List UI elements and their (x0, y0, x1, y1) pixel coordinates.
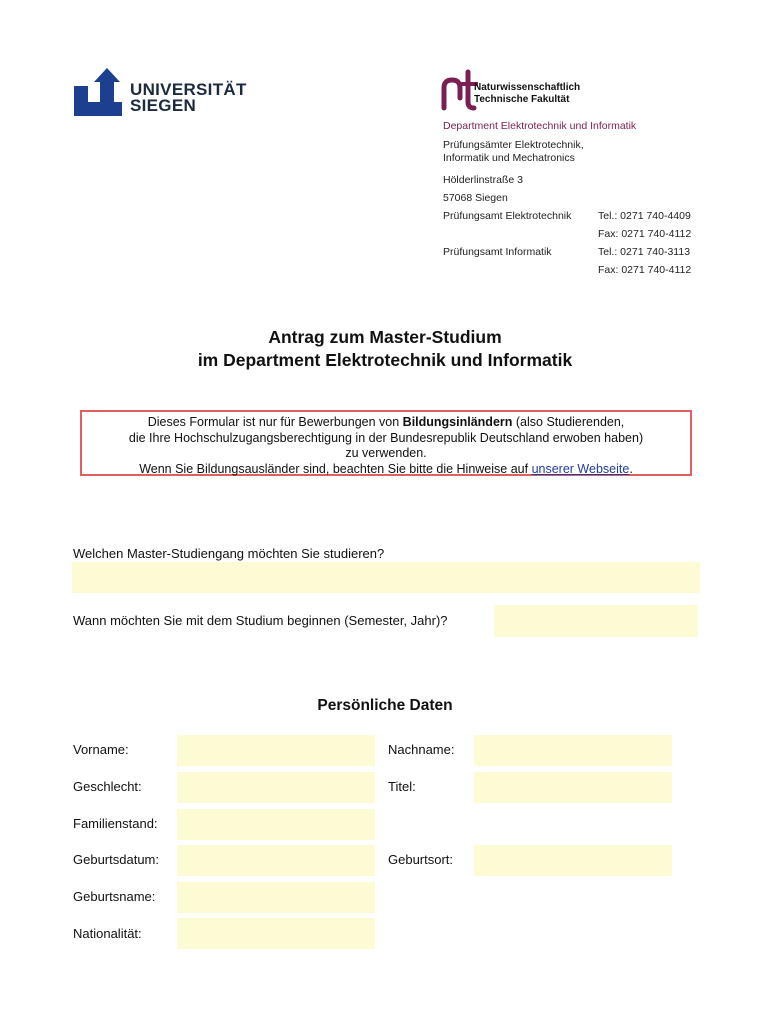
contact-name: Prüfungsamt Informatik (443, 246, 552, 258)
marital-status-input[interactable] (177, 809, 375, 840)
university-name (130, 82, 247, 114)
offices-line1: Prüfungsämter Elektrotechnik, (443, 139, 584, 151)
contact-tel: Tel.: 0271 740-4409 (598, 210, 691, 222)
notice-text: Dieses Formular ist nur für Bewerbungen von (147, 415, 403, 429)
faculty-name (474, 82, 580, 106)
birth-date-label: Geburtsdatum: (73, 852, 159, 867)
notice-line3: zu verwenden. (345, 446, 427, 460)
address-street: Hölderlinstraße 3 (443, 174, 523, 186)
contact-name: Prüfungsamt Elektrotechnik (443, 210, 572, 222)
birth-name-label: Geburtsname: (73, 889, 156, 904)
program-question-label: Welchen Master-Studiengang möchten Sie studieren? (73, 546, 385, 561)
birth-name-input[interactable] (177, 882, 375, 913)
notice-line4: Wenn Sie Bildungsausländer sind, beachten Sie bitte die Hinweise auf (139, 461, 532, 476)
last-name-label: Nachname: (388, 742, 455, 757)
start-semester-input[interactable] (494, 605, 698, 637)
first-name-input[interactable] (177, 735, 375, 766)
personal-data-heading: Persönliche Daten (317, 697, 453, 714)
program-input[interactable] (72, 562, 700, 593)
university-siegen-logo-icon (72, 68, 126, 118)
birth-date-input[interactable] (177, 845, 375, 876)
marital-status-label: Familienstand: (73, 816, 158, 831)
page-title-line2: im Department Elektrotechnik und Informatik (197, 350, 573, 370)
website-link[interactable]: unserer Webseite (531, 461, 630, 476)
offices-line2: Informatik und Mechatronics (443, 152, 575, 164)
university-name-line1: UNIVERSITÄT (130, 80, 247, 99)
notice-box (80, 410, 692, 476)
address-city: 57068 Siegen (443, 192, 508, 204)
nationality-input[interactable] (177, 918, 375, 949)
gender-label: Geschlecht: (73, 779, 142, 794)
faculty-name-line2: Technische Fakultät (474, 94, 570, 105)
title-label: Titel: (388, 779, 416, 794)
last-name-input[interactable] (474, 735, 672, 766)
department-name: Department Elektrotechnik und Informatik (443, 120, 637, 132)
notice-bold-term: Bildungsinländern (402, 415, 513, 429)
title-input[interactable] (474, 772, 672, 803)
birth-place-input[interactable] (474, 845, 672, 876)
gender-input[interactable] (177, 772, 375, 803)
contact-fax: Fax: 0271 740-4112 (598, 264, 692, 276)
contact-fax: Fax: 0271 740-4112 (598, 228, 692, 240)
university-name-line2: SIEGEN (130, 96, 197, 115)
nationality-label: Nationalität: (73, 926, 142, 941)
start-question-label: Wann möchten Sie mit dem Studium beginnen (Semester, Jahr)? (73, 613, 448, 628)
notice-text: (also Studierenden, (512, 415, 625, 429)
page-title (0, 326, 770, 372)
faculty-name-line1: Naturwissenschaftlich (474, 82, 581, 93)
first-name-label: Vorname: (73, 742, 129, 757)
page-title-line1: Antrag zum Master-Studium (268, 327, 502, 347)
notice-line2: die Ihre Hochschulzugangsberechtigung in der Bundesrepublik Deutschland erwoben haben) (128, 430, 644, 445)
contact-tel: Tel.: 0271 740-3113 (598, 246, 691, 258)
notice-line4-end: . (629, 461, 633, 476)
birth-place-label: Geburtsort: (388, 852, 454, 867)
